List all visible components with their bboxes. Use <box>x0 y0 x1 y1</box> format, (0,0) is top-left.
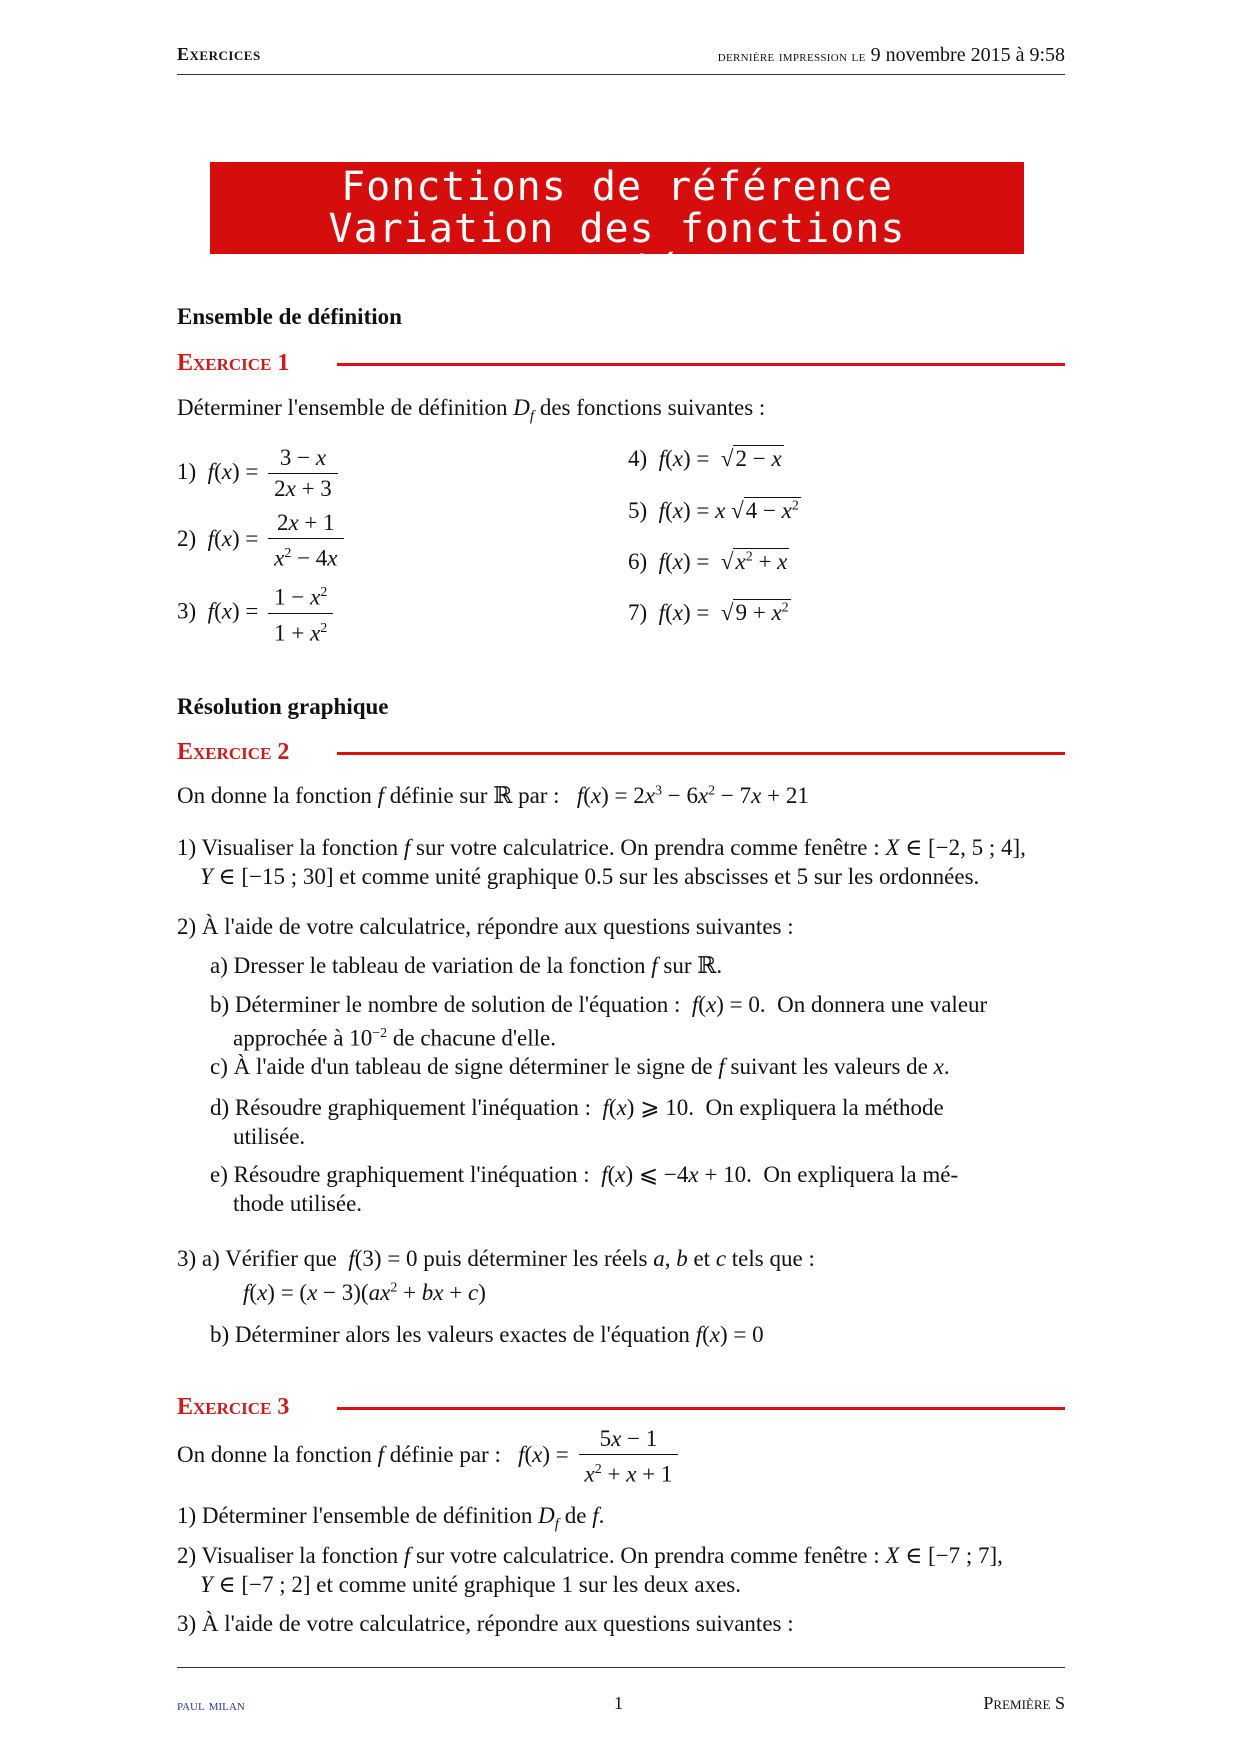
header-right <box>718 44 1065 67</box>
title-box <box>210 162 1024 294</box>
exercise-1-intro: Déterminer l'ensemble de définition $D_f$ des fonctions suivantes : <box>177 395 766 425</box>
header-print-label: dernière impression le <box>717 48 866 65</box>
ex2-q2: 2) À l'aide de votre calculatrice, répondre aux questions suivantes : <box>177 914 794 939</box>
ex3-q2: 2) Visualiser la fonction f sur votre calculatrice. On prendra comme fenêtre : X ∈ [−7 ; 7], Y ∈ [−7 ; 2] et comme unité graphique 1 sur les deux axes. <box>177 1543 1003 1597</box>
ex2-q2a: a) Dresser le tableau de variation de la fonction f sur ℝ. <box>210 953 723 978</box>
ex2-q2d: d) Résoudre graphiquement l'inéquation : f(x) ⩾ 10. On expliquera la méthode utilisée. <box>210 1095 944 1149</box>
footer-class: Première S <box>983 1693 1065 1713</box>
exercise-1-rule <box>337 363 1065 366</box>
ex2-q2c: c) À l'aide d'un tableau de signe déterminer le signe de f suivant les valeurs de x. <box>210 1054 950 1079</box>
ex3-q1: 1) Déterminer l'ensemble de définition $D_f$ de f. <box>177 1503 605 1533</box>
ex2-q3b: b) Déterminer alors les valeurs exactes de l'équation f(x) = 0 <box>210 1322 764 1347</box>
title-line-2: Variation des fonctions associées <box>328 206 906 294</box>
ex2-q2e: e) Résoudre graphiquement l'inéquation : f(x) ⩽ −4x + 10. On expliquera la mé- thode utilisée. <box>210 1162 959 1216</box>
ex1-item-3: 3) f(x) = $\frac{1 - x^2}{1 + x^2}$ <box>177 578 337 648</box>
ex2-q2b: b) Déterminer le nombre de solution de l'équation : f(x) = 0. On donnera une valeur approchée à $10^{-2}$ de chacune d'elle. <box>210 992 988 1051</box>
exercise-3-rule <box>337 1407 1065 1410</box>
footer-author: paul milan <box>177 1697 245 1714</box>
exercise-2-heading: Exercice 2 <box>177 739 290 765</box>
section-title-1: Ensemble de définition <box>177 304 402 329</box>
exercise-3-intro: On donne la fonction f définie par : f(x) = $\frac{5x - 1}{x^2 + x + 1}$ <box>177 1424 682 1490</box>
ex1-item-2: 2) f(x) = $\frac{2x + 1}{x^2 - 4x}$ <box>177 508 348 574</box>
ex1-item-7: 7) $f(x) = √9 + x^2$ <box>628 600 789 625</box>
ex1-item-6: 6) $f(x) = √x^2 + x$ <box>628 549 788 574</box>
title-line-1: Fonctions de référence <box>341 164 893 210</box>
header-date: 9 novembre 2015 à 9:58 <box>870 44 1065 66</box>
ex2-q3a: 3) a) Vérifier que f(3) = 0 puis déterminer les réels a, b et c tels que : $f(x) = (x - 3)(ax^2$ + bx + c) <box>177 1246 815 1305</box>
ex1-item-4: 4) f(x) = √2 − x <box>628 446 782 471</box>
header-rule <box>177 74 1065 75</box>
exercise-3-heading: Exercice 3 <box>177 1394 290 1420</box>
ex1-item-1: 1) f(x) = $\frac{3 - x}{2x + 3}$ <box>177 443 342 504</box>
footer-rule <box>177 1667 1065 1668</box>
exercise-2-intro: On donne la fonction f définie sur ℝ par : $f(x) = 2x^3 - 6x^2 - 7x + 21$ <box>177 783 809 808</box>
footer-page-number: 1 <box>614 1693 623 1713</box>
ex1-item-5: 5) f(x) = x $√4 - x^2$ <box>628 498 799 523</box>
header-left: Exercices <box>177 44 261 64</box>
ex3-q3: 3) À l'aide de votre calculatrice, répondre aux questions suivantes : <box>177 1611 794 1636</box>
ex2-q1: 1) Visualiser la fonction f sur votre calculatrice. On prendra comme fenêtre : X ∈ [−2, 5 ; 4], Y ∈ [−15 ; 30] et comme unité graphique 0.5 sur les abscisses et 5 sur les ordonnées. <box>177 835 1026 889</box>
exercise-1-heading: Exercice 1 <box>177 350 290 376</box>
section-title-2: Résolution graphique <box>177 694 389 719</box>
exercise-2-rule <box>337 752 1065 755</box>
